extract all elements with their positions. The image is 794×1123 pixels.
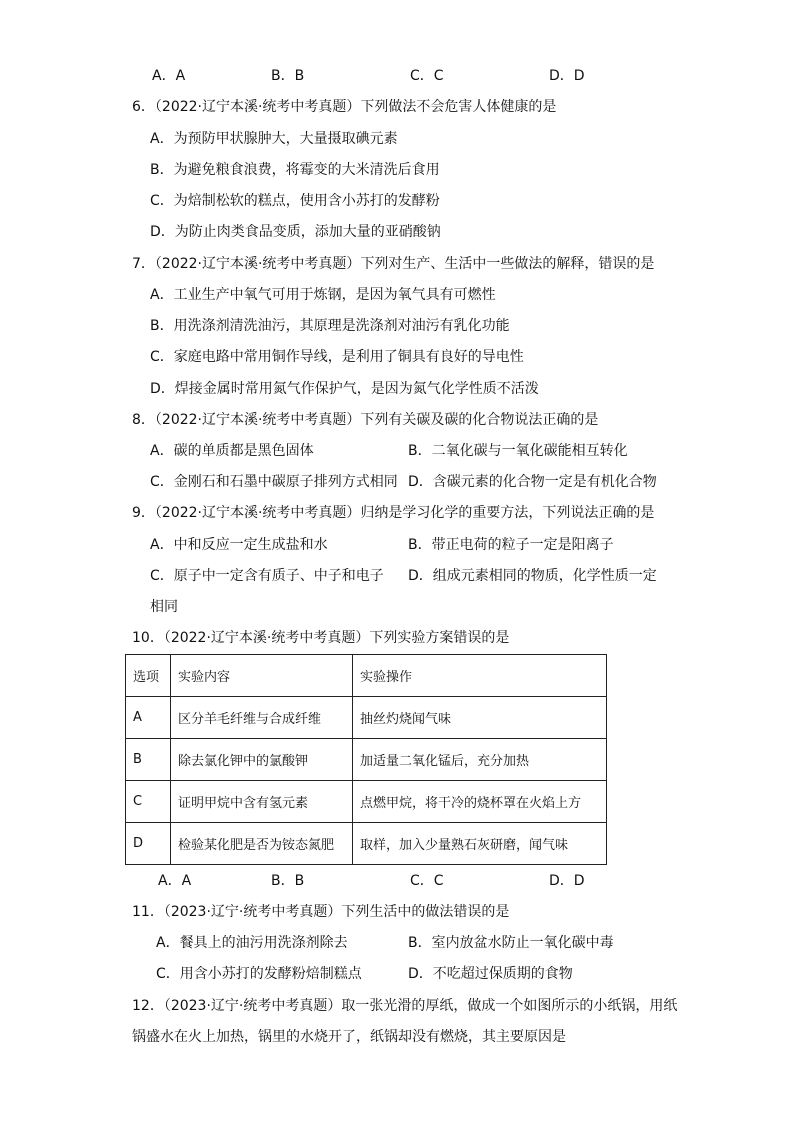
q9-option-d: D．组成元素相同的物质，化学性质一定	[408, 568, 657, 584]
q12-stem-line-2: 锅盛水在火上加热，锅里的水烧开了，纸锅却没有燃烧，其主要原因是	[132, 1029, 566, 1045]
table-row	[126, 697, 607, 739]
table-header-cell: 实验内容	[171, 655, 353, 697]
q9-stem: 9．（2022·辽宁本溪·统考中考真题）归纳是学习化学的重要方法，下列说法正确的是	[132, 505, 655, 521]
table-header-row	[126, 655, 607, 697]
table-header-cell: 选项	[126, 655, 171, 697]
table-row	[126, 823, 607, 865]
q10-stem: 10．（2022·辽宁本溪·统考中考真题）下列实验方案错误的是	[132, 630, 510, 646]
q7-option-d: D．焊接金属时常用氮气作保护气，是因为氮气化学性质不活泼	[150, 381, 539, 397]
table-cell: B	[126, 739, 171, 781]
table-cell: 证明甲烷中含有氢元素	[171, 781, 353, 823]
q6-option-d: D．为防止肉类食品变质，添加大量的亚硝酸钠	[150, 224, 441, 240]
table-cell: D	[126, 823, 171, 865]
q6-stem: 6．（2022·辽宁本溪·统考中考真题）下列做法不会危害人体健康的是	[132, 99, 557, 115]
q11-stem: 11．（2023·辽宁·统考中考真题）下列生活中的做法错误的是	[132, 904, 510, 920]
q7-option-b: B．用洗涤剂清洗油污，其原理是洗涤剂对油污有乳化功能	[150, 318, 510, 334]
q6-option-c: C．为焙制松软的糕点，使用含小苏打的发酵粉	[150, 193, 440, 209]
table-cell: 取样，加入少量熟石灰研磨，闻气味	[353, 823, 607, 865]
q11-option-d: D．不吃超过保质期的食物	[408, 966, 573, 982]
table-row	[126, 739, 607, 781]
q11-option-c: C．用含小苏打的发酵粉焙制糕点	[156, 966, 362, 982]
table-cell: C	[126, 781, 171, 823]
table-row	[126, 781, 607, 823]
q7-option-c: C．家庭电路中常用铜作导线，是利用了铜具有良好的导电性	[150, 349, 524, 365]
q11-option-b: B．室内放盆水防止一氧化碳中毒	[408, 935, 614, 951]
q10-option-a: A．A	[158, 873, 192, 889]
q5-option-c: C．C	[410, 68, 444, 84]
q5-option-d: D．D	[549, 68, 585, 84]
table-cell: A	[126, 697, 171, 739]
q7-option-a: A．工业生产中氧气可用于炼钢，是因为氧气具有可燃性	[150, 287, 496, 303]
table-cell: 区分羊毛纤维与合成纤维	[171, 697, 353, 739]
q8-option-c: C．金刚石和石墨中碳原子排列方式相同	[150, 474, 398, 490]
q9-option-a: A．中和反应一定生成盐和水	[150, 537, 328, 553]
table-cell: 点燃甲烷，将干冷的烧杯罩在火焰上方	[353, 781, 607, 823]
q12-stem-line-1: 12．（2023·辽宁·统考中考真题）取一张光滑的厚纸，做成一个如图所示的小纸锅，用纸	[132, 998, 678, 1014]
q10-option-c: C．C	[410, 873, 444, 889]
q8-option-d: D．含碳元素的化合物一定是有机化合物	[408, 474, 657, 490]
q9-option-d-continued: 相同	[150, 599, 178, 615]
q10-option-d: D．D	[549, 873, 585, 889]
q5-option-a: A．A	[152, 68, 186, 84]
q5-option-b: B．B	[271, 68, 305, 84]
q6-option-a: A．为预防甲状腺肿大，大量摄取碘元素	[150, 131, 398, 147]
table-cell: 检验某化肥是否为铵态氮肥	[171, 823, 353, 865]
table-cell: 除去氯化钾中的氯酸钾	[171, 739, 353, 781]
q11-option-a: A．餐具上的油污用洗涤剂除去	[156, 935, 348, 951]
q9-option-b: B．带正电荷的粒子一定是阳离子	[408, 537, 614, 553]
q9-option-c: C．原子中一定含有质子、中子和电子	[150, 568, 384, 584]
q8-option-a: A．碳的单质都是黑色固体	[150, 443, 314, 459]
table-cell: 加适量二氧化锰后，充分加热	[353, 739, 607, 781]
q7-stem: 7．（2022·辽宁本溪·统考中考真题）下列对生产、生活中一些做法的解释，错误的是	[132, 256, 655, 272]
q10-experiment-table	[125, 654, 607, 865]
table-header-cell: 实验操作	[353, 655, 607, 697]
q10-option-b: B．B	[271, 873, 305, 889]
table-cell: 抽丝灼烧闻气味	[353, 697, 607, 739]
q8-option-b: B．二氧化碳与一氧化碳能相互转化	[408, 443, 628, 459]
q8-stem: 8．（2022·辽宁本溪·统考中考真题）下列有关碳及碳的化合物说法正确的是	[132, 412, 599, 428]
q6-option-b: B．为避免粮食浪费，将霉变的大米清洗后食用	[150, 162, 440, 178]
